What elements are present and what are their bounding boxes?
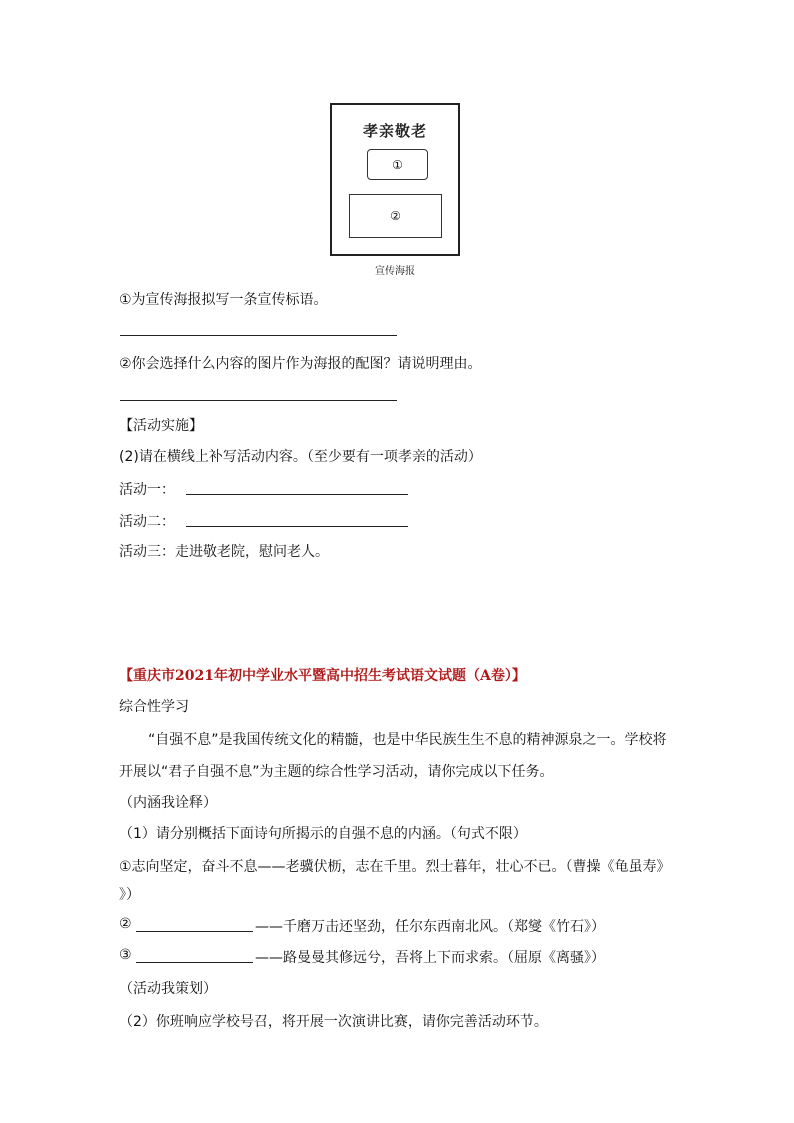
intro-paragraph-line-1: “自强不息”是我国传统文化的精髓，也是中华民族生生不息的精神源泉之一。学校将 [148,732,667,748]
section-subtitle: 综合性学习 [119,699,189,715]
item-1-line-1: ①志向坚定，奋斗不息——老骥伏枥，志在千里。烈士暮年，壮心不已。（曹操《龟虽寿》 [119,859,671,875]
activity-3: 活动三：走进敬老院，慰问老人。 [119,544,329,560]
activity-impl-heading: 【活动实施】 [119,418,203,434]
item-2-text: ——千磨万击还坚劲，任尔东西南北风。（郑燮《竹石》） [255,919,605,935]
question-activities: (2)请在横线上补写活动内容。（至少要有一项孝亲的活动） [119,449,482,465]
answer-line-image [120,400,397,401]
answer-line-activity-2 [186,526,408,527]
part-1-heading: （内涵我诠释） [119,795,217,811]
item-3-text: ——路曼曼其修远兮，吾将上下而求索。（屈原《离骚》） [255,950,605,966]
part-1-question: （1）请分别概括下面诗句所揭示的自强不息的内涵。（句式不限） [119,826,527,842]
poster-figure [330,103,460,256]
item-2-marker: ② [119,916,132,932]
poster-slot-2 [349,194,442,238]
poster-title: 孝亲敬老 [362,122,427,140]
section-title: 【重庆市2021年初中学业水平暨高中招生考试语文试题（A卷）】 [119,668,526,684]
answer-line-item-2 [136,931,253,932]
part-2-question: （2）你班响应学校号召，将开展一次演讲比赛，请你完善活动环节。 [119,1014,548,1030]
item-1-line-2: 》） [119,887,140,903]
activity-2-label: 活动二： [119,514,175,530]
poster-slot-1-label: ① [392,157,403,172]
poster-slot-1 [367,149,428,180]
part-2-heading: （活动我策划） [119,981,217,997]
answer-line-slogan [120,335,397,336]
question-image: ②你会选择什么内容的图片作为海报的配图？请说明理由。 [119,356,482,372]
poster-caption: 宣传海报 [375,266,415,277]
item-3-marker: ③ [119,947,132,963]
intro-paragraph-line-2: 开展以“君子自强不息”为主题的综合性学习活动，请你完成以下任务。 [119,764,554,780]
poster-slot-2-label: ② [390,209,401,223]
answer-line-item-3 [136,962,253,963]
answer-line-activity-1 [186,494,408,495]
question-slogan: ①为宣传海报拟写一条宣传标语。 [119,292,328,308]
activity-1-label: 活动一： [119,482,175,498]
